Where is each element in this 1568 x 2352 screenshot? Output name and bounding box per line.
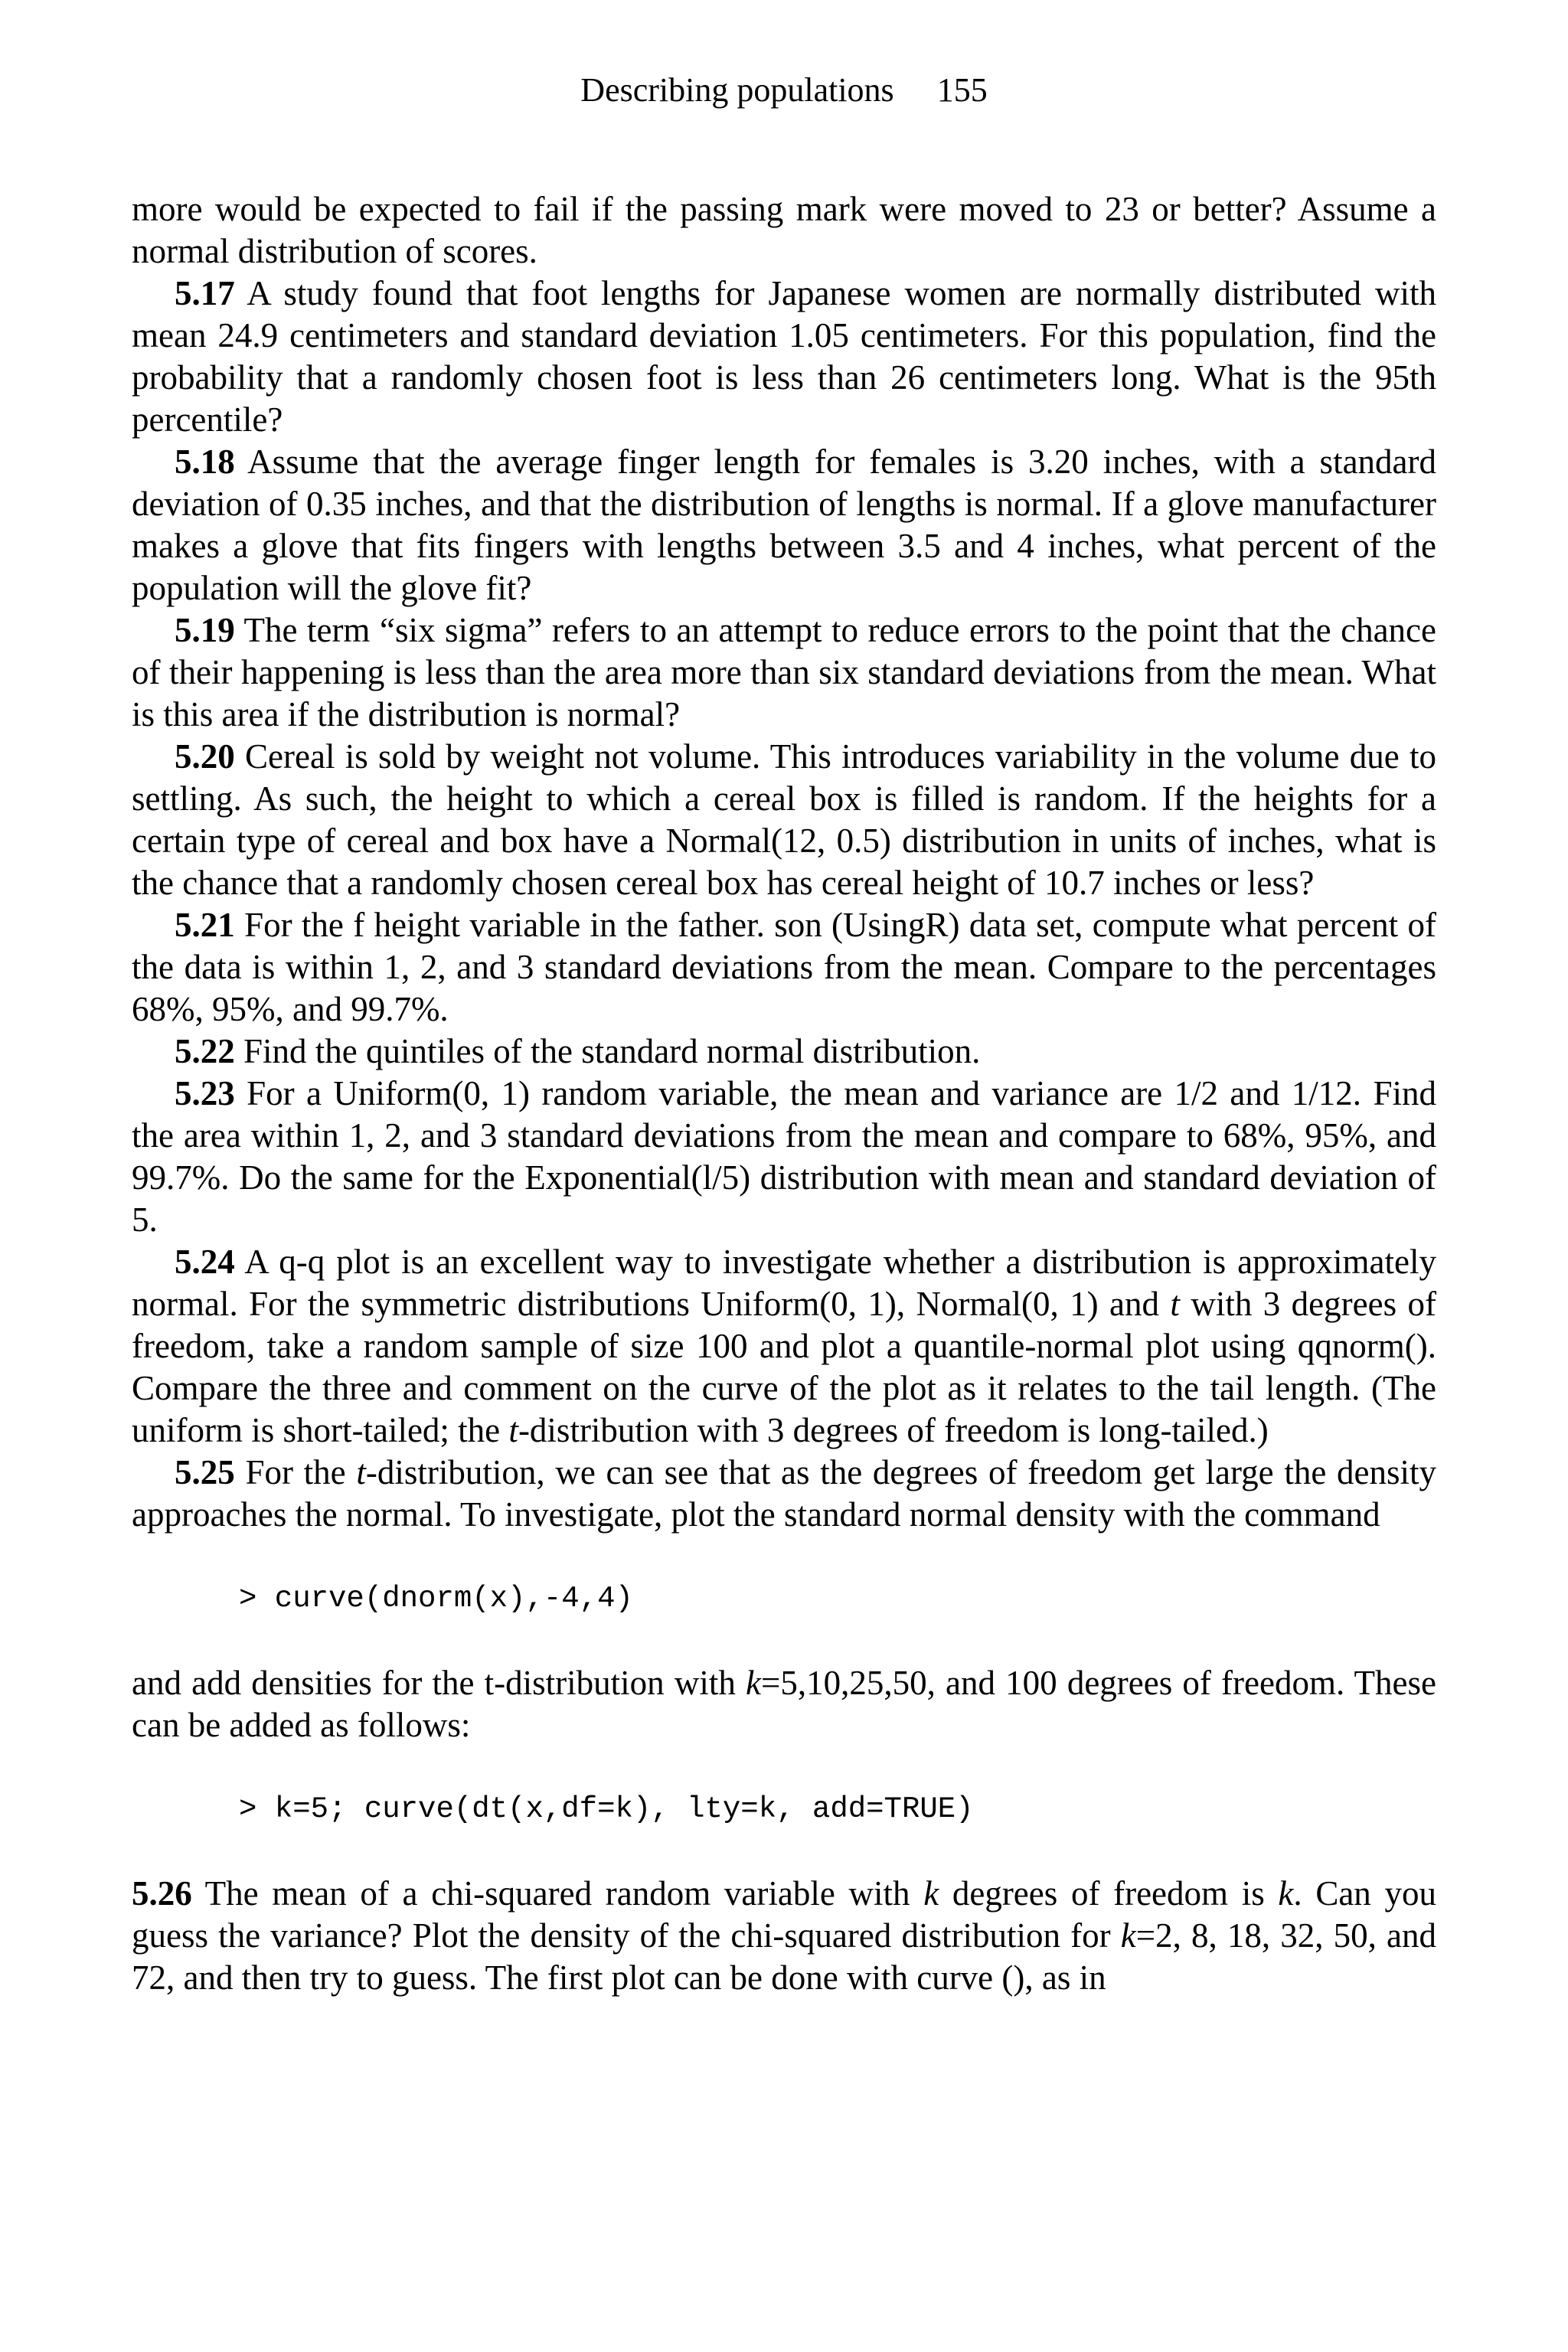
exercise-5-25 [132,1452,1436,1536]
exercise-body-part: and add densities for the t-distribution with [132,1664,746,1702]
exercise-number: 5.26 [132,1874,192,1913]
exercise-number: 5.24 [175,1243,235,1281]
italic-symbol: k [1278,1874,1294,1913]
exercise-5-17 [132,273,1436,441]
exercise-body-part: For the [234,1453,357,1491]
exercise-number: 5.20 [175,737,235,776]
exercise-5-23 [132,1073,1436,1241]
exercise-body-part: =2, 8, 18, 32, 50, and 72, and then try to guess. The first plot can be done with curve (), as in [132,1916,1437,1997]
exercise-text [132,188,1436,1999]
exercise-5-25-continued [132,1662,1436,1746]
exercise-number: 5.23 [175,1074,235,1112]
exercise-body: For the f height variable in the father. son (UsingR) data set, compute what percent of the data is within 1, 2, and 3 standard deviations from the mean. Compare to the percentages 68%, 95%, and 99.7%. [132,906,1436,1028]
exercise-5-18 [132,441,1436,609]
exercise-body: A study found that foot lengths for Japanese women are normally distributed with mean 24.9 centimeters and standard deviation 1.05 centimeters. For this population, find the probability that a randomly chosen foot is less than 26 centimeters long. What is the 95th percentile? [132,274,1436,439]
exercise-body-part: degrees of freedom is [939,1874,1279,1913]
exercise-body-part: with 3 degrees of freedom, take a random sample of size 100 and plot a quantile-normal plot using qqnorm(). Compare the three and comment on the curve of the plot as it relates to the tail length. (The uniform is short-tailed; the [132,1285,1436,1449]
italic-symbol: t [508,1411,518,1449]
exercise-body: Assume that the average finger length for females is 3.20 inches, with a standard deviation of 0.35 inches, and that the distribution of lengths is normal. If a glove manufacturer makes a glove that fits fingers with lengths between 3.5 and 4 inches, what percent of the population will the glove fit? [132,443,1436,607]
exercise-5-22 [132,1031,1436,1073]
exercise-5-19 [132,609,1436,736]
italic-symbol: k [746,1664,761,1702]
exercise-number: 5.17 [175,274,235,312]
exercise-5-20 [132,736,1436,904]
exercise-body-part: -distribution with 3 degrees of freedom is long-tailed.) [518,1411,1269,1449]
italic-symbol: k [923,1874,939,1913]
exercise-5-26 [132,1873,1436,1999]
exercise-body: Cereal is sold by weight not volume. This introduces variability in the volume due to settling. As such, the height to which a cereal box is filled is random. If the heights for a certain type of cereal and box have a Normal(12, 0.5) distribution in units of inches, what is the chance that a randomly chosen cereal box has cereal height of 10.7 inches or less? [132,737,1436,902]
exercise-body: For a Uniform(0, 1) random variable, the mean and variance are 1/2 and 1/12. Find the area within 1, 2, and 3 standard deviations from the mean and compare to 68%, 95%, and 99.7%. Do the same for the Exponential(l/5) distribution with mean and standard deviation of 5. [132,1074,1436,1239]
exercise-body-part: . Can you guess the variance? Plot the density of the chi-squared distribution for [132,1874,1436,1955]
exercise-number: 5.18 [175,443,235,481]
exercise-number: 5.21 [175,906,235,944]
running-header [0,69,1568,112]
italic-symbol: k [1120,1916,1136,1955]
exercise-body: The term “six sigma” refers to an attempt to reduce errors to the point that the chance of their happening is less than the area more than six standard deviations from the mean. What is this area if the distribution is normal? [132,611,1436,733]
code-block-curve-dnorm: > curve(dnorm(x),-4,4) [239,1582,633,1615]
exercise-body-part: The mean of a chi-squared random variable with [191,1874,924,1913]
exercise-number: 5.25 [175,1453,235,1491]
exercise-number: 5.19 [175,611,235,649]
chapter-title: Describing populations [580,71,894,109]
exercise-body-part: =5,10,25,50, and 100 degrees of freedom. These can be added as follows: [132,1664,1437,1744]
italic-symbol: t [1170,1285,1180,1323]
exercise-5-24 [132,1241,1436,1452]
italic-symbol: t [356,1453,366,1491]
page-number: 155 [936,71,988,109]
code-block-curve-dt: > k=5; curve(dt(x,df=k), lty=k, add=TRUE) [239,1792,974,1826]
exercise-body: Find the quintiles of the standard normal distribution. [234,1032,981,1070]
exercise-body-part: A q-q plot is an excellent way to investigate whether a distribution is approximately normal. For the symmetric distributions Uniform(0, 1), Normal(0, 1) and [132,1243,1436,1323]
exercise-body-part: -distribution, we can see that as the degrees of freedom get large the density approaches the normal. To investigate, plot the standard normal density with the command [132,1453,1436,1534]
exercise-number: 5.22 [175,1032,235,1070]
continuation-paragraph: more would be expected to fail if the passing mark were moved to 23 or better? Assume a normal distribution of scores. [132,190,1436,270]
exercise-5-21 [132,904,1436,1031]
